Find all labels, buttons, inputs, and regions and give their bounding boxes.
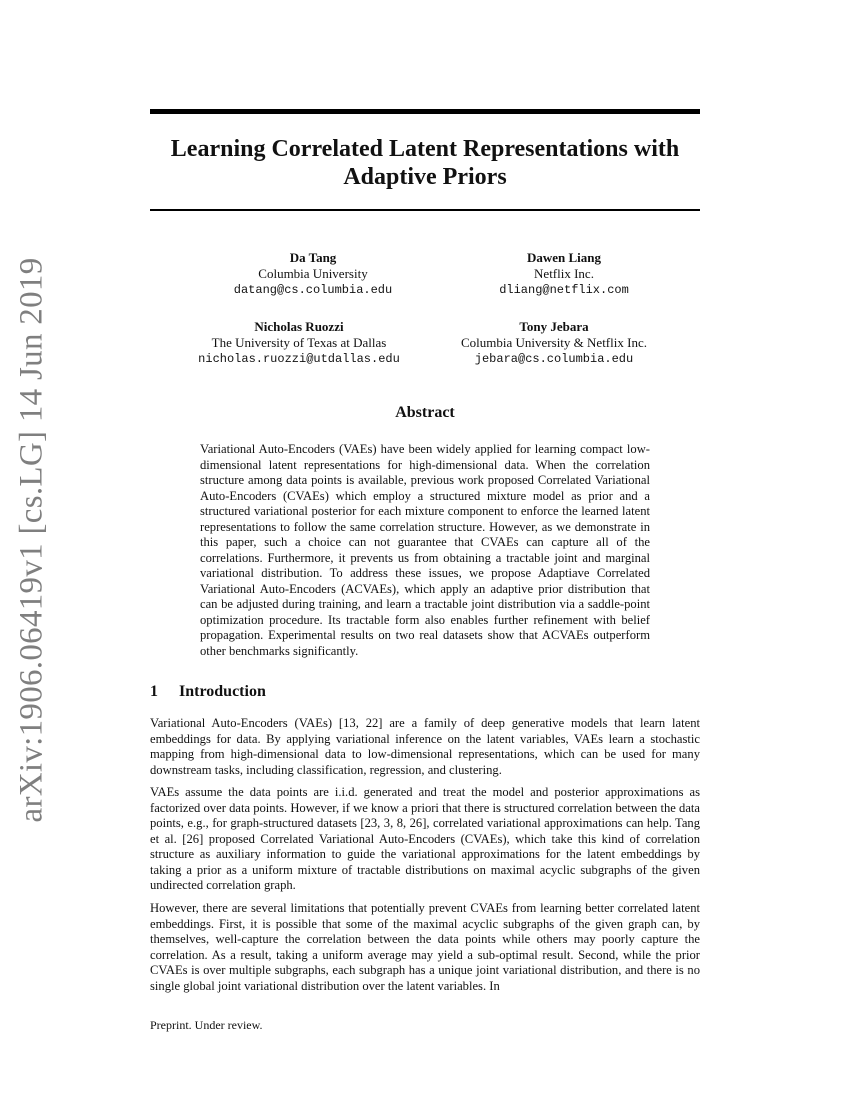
- title-line-1: Learning Correlated Latent Representations with: [170, 136, 680, 162]
- author-email: nicholas.ruozzi@utdallas.edu: [198, 352, 400, 366]
- author-name: Tony Jebara: [519, 319, 589, 334]
- arxiv-identifier-stamp: arXiv:1906.06419v1 [cs.LG] 14 Jun 2019: [13, 257, 50, 823]
- author-email: dliang@netflix.com: [499, 283, 629, 297]
- abstract-heading: Abstract: [395, 404, 455, 421]
- author-affiliation: Columbia University & Netflix Inc.: [461, 335, 647, 350]
- author-affiliation: Netflix Inc.: [534, 266, 594, 281]
- preprint-footer: Preprint. Under review.: [150, 1018, 263, 1032]
- intro-paragraph-2: VAEs assume the data points are i.i.d. generated and treat the model and posterior approximations as factorized over data points. However, if we know a priori that there is structured correlation between the data points, e.g., for graph-structured datasets [23, 3, 8, 26], correlated variational approximations can help. Tang et al. [26] proposed Correlated Variational Auto-Encoders (CVAEs), which take this kind of correlation structure as auxiliary information to guide the variational approximations for the latent embeddings by taking a prior as a uniform mixture of tractable distributions on maximal acyclic subgraphs of the given undirected correlation graph.: [150, 785, 700, 892]
- author-name: Da Tang: [289, 250, 337, 265]
- title-bottom-rule: [150, 209, 700, 211]
- author-block-tony-jebara: [404, 319, 704, 367]
- author-email: jebara@cs.columbia.edu: [474, 352, 634, 366]
- author-affiliation: The University of Texas at Dallas: [211, 335, 387, 350]
- paper-title: [150, 135, 700, 191]
- title-line-2: Adaptive Priors: [343, 164, 507, 190]
- intro-paragraph-1: Variational Auto-Encoders (VAEs) [13, 22] are a family of deep generative models that learn latent embeddings for data. By applying variational inference on the latent variables, VAEs learn a stochastic mapping from high-dimensional data to low-dimensional representations, which can be used for many downstream tasks, including classification, regression, and clustering.: [150, 716, 700, 777]
- section-heading-introduction: [150, 683, 266, 701]
- section-title: Introduction: [179, 683, 266, 700]
- author-name: Nicholas Ruozzi: [254, 319, 344, 334]
- author-block-dawen-liang: [414, 250, 714, 298]
- abstract-body: Variational Auto-Encoders (VAEs) have been widely applied for learning compact low-dimensional latent representations for high-dimensional data. When the correlation structure among data points is available, previous work proposed Correlated Variational Auto-Encoders (CVAEs) which employ a structured mixture model as prior and a structured variational posterior for each mixture component to enforce the learned latent representations to follow the same correlation structure. However, as we demonstrate in this paper, such a choice can not guarantee that CVAEs can capture all of the correlations. Furthermore, it prevents us from obtaining a tractable joint and marginal variational distribution. To address these issues, we propose Adaptiave Correlated Variational Auto-Encoders (ACVAEs), which apply an adaptive prior distribution that can be adjusted during training, and learn a tractable joint distribution via a saddle-point optimization procedure. Its tractable form also enables further refinement with belief propagation. Experimental results on two real datasets show that ACVAEs outperform other benchmarks significantly.: [200, 442, 650, 658]
- author-affiliation: Columbia University: [258, 266, 368, 281]
- intro-paragraph-3: However, there are several limitations that potentially prevent CVAEs from learning better correlated latent embeddings. First, it is possible that some of the maximal acyclic subgraphs of the given graph can, by themselves, well-capture the correlation between the data points while others may poorly capture the correlation. As a result, taking a uniform average may yield a sub-optimal result. Second, while the prior CVAEs is over multiple subgraphs, each subgraph has a unique joint variational distribution, and there is no single global joint variational distribution over the latent variables. In: [150, 901, 700, 993]
- title-top-rule: [150, 109, 700, 114]
- author-name: Dawen Liang: [526, 250, 602, 265]
- author-email: datang@cs.columbia.edu: [233, 283, 393, 297]
- section-number: 1: [150, 683, 158, 700]
